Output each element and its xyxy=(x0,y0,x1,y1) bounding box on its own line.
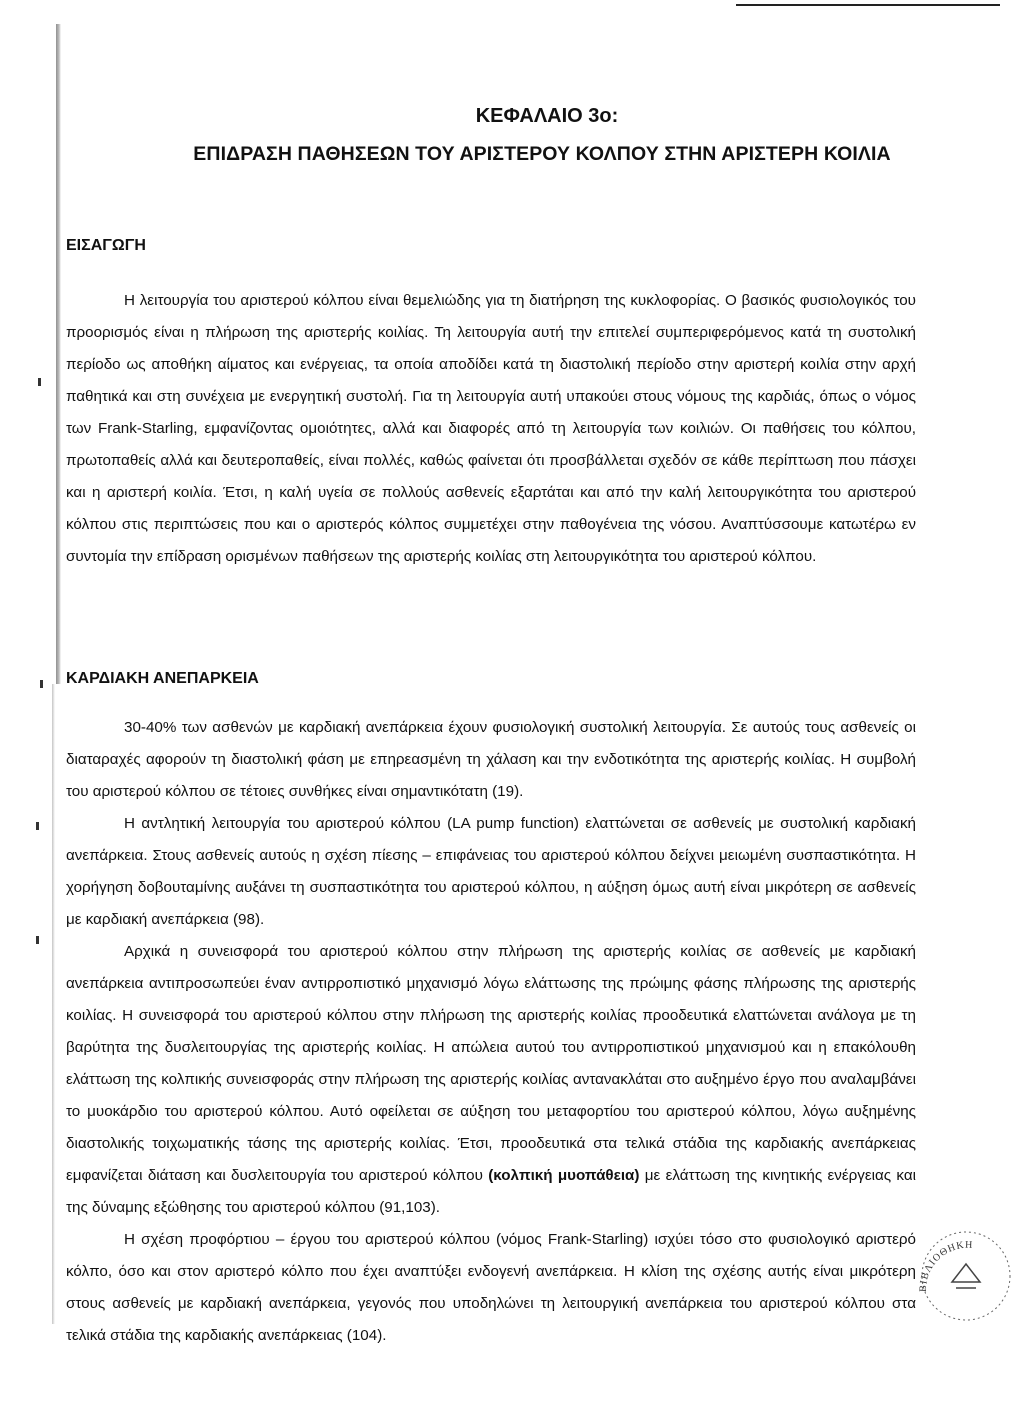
chapter-title: ΕΠΙΔΡΑΣΗ ΠΑΘΗΣΕΩΝ ΤΟΥ ΑΡΙΣΤΕΡΟΥ ΚΟΛΠΟΥ ΣΤΗΝ ΑΡΙΣΤΕΡΗ ΚΟΙΛΙΑ xyxy=(193,143,891,165)
cardiac-paragraph-2: Η αντλητική λειτουργία του αριστερού κόλπου (LA pump function) ελαττώνεται σε ασθενείς με συστολική καρδιακή ανεπάρκεια. Στους ασθενείς αυτούς η σχέση πίεσης – επιφάνειας του αριστερού κόλπου δείχνει μειωμένη συσπαστικότητα. Η χορήγηση δοβουταμίνης αυξάνει τη συσπαστικότητα του αριστερού κόλπου, η αύξηση όμως αυτή είναι μικρότερη σε ασθενείς με καρδιακή ανεπάρκεια (98). xyxy=(66,815,916,928)
scan-margin-mark xyxy=(38,378,41,386)
cardiac-paragraph-3-bold: (κολπική μυοπάθεια) xyxy=(488,1167,640,1184)
scan-margin-mark xyxy=(36,936,39,944)
scan-top-rule xyxy=(736,4,1000,6)
library-stamp-icon xyxy=(912,1222,1020,1330)
intro-section xyxy=(66,237,916,573)
cardiac-section xyxy=(66,670,916,1352)
scan-margin-mark xyxy=(36,822,39,830)
cardiac-paragraph-3 xyxy=(66,936,916,1224)
scan-binding-edge-lower xyxy=(52,684,55,1324)
intro-paragraph: Η λειτουργία του αριστερού κόλπου είναι θεμελιώδης για τη διατήρηση της κυκλοφορίας. Ο βασικός φυσιολογικός του προορισμός είναι η πλήρωση της αριστερής κοιλίας. Τη λειτουργία αυτή την επιτελεί συμπεριφερόμενος κατά τη συστολική περίοδο ως αποθήκη αίματος και ενέργειας, τα οποία αποδίδει κατά τη διαστολική περίοδο στην αριστερή κοιλία στην αρχή παθητικά και στη συνέχεια με ενεργητική συστολή. Για τη λειτουργία αυτή υπακούει στους νόμους της καρδιάς, όπως ο νόμος των Frank-Starling, εμφανίζοντας ομοιότητες, αλλά και διαφορές από τη λειτουργία των κοιλιών. Οι παθήσεις του κόλπου, πρωτοπαθείς αλλά και δευτεροπαθείς, είναι πολλές, καθώς φαίνεται ότι προσβάλλεται σχεδόν σε κάθε περίπτωση που πάσχει και η αριστερή κοιλία. Έτσι, η καλή υγεία σε πολλούς ασθενείς εξαρτάται και από την καλή λειτουργικότητα του αριστερού κόλπου στις περιπτώσεις που και ο αριστερός κόλπος συμμετέχει στην παθογένεια της νόσου. Αναπτύσσουμε κατωτέρω εν συντομία την επίδραση ορισμένων παθήσεων της αριστερής κοιλίας στη λειτουργικότητα του αριστερού κόλπου. xyxy=(66,292,916,565)
cardiac-paragraph-1: 30-40% των ασθενών με καρδιακή ανεπάρκεια έχουν φυσιολογική συστολική λειτουργία. Σε αυτούς τους ασθενείς οι διαταραχές αφορούν τη διαστολική φάση με επηρεασμένη τη χάλαση και την ενδοτικότητα της αριστερής κοιλίας. Η συμβολή του αριστερού κόλπου σε τέτοιες συνθήκες είναι σημαντικότατη (19). xyxy=(66,719,916,800)
scan-margin-mark xyxy=(40,680,43,688)
cardiac-paragraph-4: Η σχέση προφόρτιου – έργου του αριστερού κόλπου (νόμος Frank-Starling) ισχύει τόσο στο φυσιολογικό αριστερό κόλπο, όσο και στον αριστερό κόλπο που έχει αναπτύξει ενδογενή ανεπάρκεια. Η κλίση της σχέσης αυτής είναι μικρότερη στους ασθενείς με καρδιακή ανεπάρκεια, γεγονός που υποδηλώνει τη λειτουργική ανεπάρκεια του αριστερού κόλπου στα τελικά στάδια της καρδιακής ανεπάρκειας (104). xyxy=(66,1231,916,1344)
cardiac-paragraph-3-text-b: με ελάττωση της κινητικής ενέργειας και της δύναμης εξώθησης του αριστερού κόλπου (91,103). xyxy=(66,1167,916,1216)
intro-heading: ΕΙΣΑΓΩΓΗ xyxy=(66,237,146,254)
cardiac-heading: ΚΑΡΔΙΑΚΗ ΑΝΕΠΑΡΚΕΙΑ xyxy=(66,670,259,687)
cardiac-paragraph-3-text-a: Αρχικά η συνεισφορά του αριστερού κόλπου στην πλήρωση της αριστερής κοιλίας σε ασθενείς με καρδιακή ανεπάρκεια αντιπροσωπεύει έναν αντιρροπιστικό μηχανισμό λόγω ελάττωσης της πρώιμης φάσης πλήρωσης της αριστερής κοιλίας. Η συνεισφορά του αριστερού κόλπου στην πλήρωση της αριστερής κοιλίας προοδευτικά ελαττώνεται ανάλογα με τη βαρύτητα της δυσλειτουργίας της αριστερής κοιλίας. Η απώλεια αυτού του αντιρροπιστικού μηχανισμού και η επακόλουθη ελάττωση της κολπικής συνεισφοράς στην πλήρωση της αριστερής κοιλίας αντανακλάται στο αυξημένο έργο που αναλαμβάνει το μυοκάρδιο του αριστερού κόλπου. Αυτό οφείλεται σε αύξηση του μεταφορτίου του αριστερού κόλπου, λόγω αυξημένης διαστολικής τοιχωματικής τάσης της αριστερής κοιλίας. Έτσι, προοδευτικά στα τελικά στάδια της καρδιακής ανεπάρκειας εμφανίζεται διάταση και δυσλειτουργία του αριστερού κόλπου xyxy=(66,943,916,1184)
chapter-label: ΚΕΦΑΛΑΙΟ 3ο: xyxy=(475,105,619,127)
stamp-text: ΒΙΒΛΙΟΘΗΚΗ xyxy=(917,1239,974,1293)
